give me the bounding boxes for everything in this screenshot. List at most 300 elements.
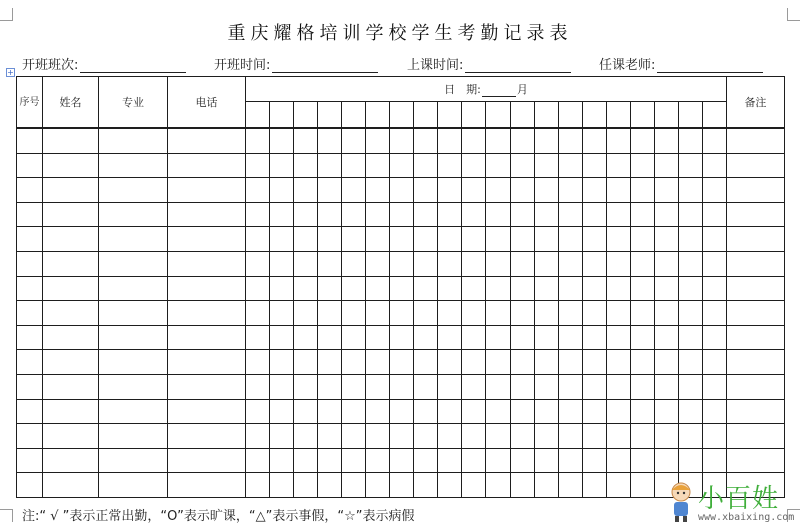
table-cell[interactable] (726, 202, 784, 227)
table-cell[interactable] (168, 473, 246, 498)
table-cell[interactable] (318, 350, 342, 375)
table-cell[interactable] (630, 227, 654, 252)
table-cell[interactable] (366, 128, 390, 153)
table-cell[interactable] (726, 153, 784, 178)
table-cell[interactable] (270, 374, 294, 399)
table-cell[interactable] (486, 473, 510, 498)
table-cell[interactable] (678, 202, 702, 227)
table-cell[interactable] (438, 399, 462, 424)
table-cell[interactable] (462, 202, 486, 227)
table-cell[interactable] (678, 399, 702, 424)
table-cell[interactable] (342, 448, 366, 473)
table-cell[interactable] (534, 178, 558, 203)
table-cell[interactable] (726, 276, 784, 301)
table-cell[interactable] (342, 227, 366, 252)
table-cell[interactable] (678, 276, 702, 301)
table-cell[interactable] (246, 153, 270, 178)
table-cell[interactable] (318, 202, 342, 227)
table-cell[interactable] (558, 424, 582, 449)
table-cell[interactable] (294, 374, 318, 399)
table-cell[interactable] (390, 251, 414, 276)
table-cell[interactable] (510, 424, 534, 449)
table-cell[interactable] (630, 424, 654, 449)
table-cell[interactable] (342, 473, 366, 498)
table-cell[interactable] (654, 424, 678, 449)
table-cell[interactable] (17, 202, 43, 227)
table-cell[interactable] (318, 227, 342, 252)
table-cell[interactable] (630, 153, 654, 178)
table-cell[interactable] (99, 178, 168, 203)
table-cell[interactable] (462, 424, 486, 449)
table-cell[interactable] (702, 227, 726, 252)
table-cell[interactable] (654, 227, 678, 252)
table-cell[interactable] (558, 399, 582, 424)
table-cell[interactable] (678, 178, 702, 203)
meta-blank-line[interactable] (465, 58, 571, 73)
table-cell[interactable] (390, 153, 414, 178)
table-cell[interactable] (534, 374, 558, 399)
table-cell[interactable] (99, 374, 168, 399)
table-cell[interactable] (582, 128, 606, 153)
table-cell[interactable] (17, 399, 43, 424)
table-cell[interactable] (342, 350, 366, 375)
table-cell[interactable] (702, 178, 726, 203)
table-cell[interactable] (678, 350, 702, 375)
table-cell[interactable] (246, 350, 270, 375)
table-cell[interactable] (558, 473, 582, 498)
table-cell[interactable] (390, 128, 414, 153)
table-cell[interactable] (168, 202, 246, 227)
table-cell[interactable] (414, 350, 438, 375)
table-cell[interactable] (582, 251, 606, 276)
table-cell[interactable] (17, 374, 43, 399)
table-cell[interactable] (678, 227, 702, 252)
table-cell[interactable] (582, 178, 606, 203)
table-cell[interactable] (246, 424, 270, 449)
table-cell[interactable] (270, 276, 294, 301)
table-cell[interactable] (702, 251, 726, 276)
table-cell[interactable] (726, 399, 784, 424)
table-cell[interactable] (606, 325, 630, 350)
table-cell[interactable] (43, 178, 99, 203)
table-cell[interactable] (726, 128, 784, 153)
table-cell[interactable] (294, 399, 318, 424)
table-cell[interactable] (414, 202, 438, 227)
table-cell[interactable] (630, 399, 654, 424)
table-cell[interactable] (168, 301, 246, 326)
table-cell[interactable] (168, 128, 246, 153)
table-cell[interactable] (510, 325, 534, 350)
table-cell[interactable] (168, 374, 246, 399)
table-cell[interactable] (294, 424, 318, 449)
table-cell[interactable] (390, 325, 414, 350)
table-cell[interactable] (414, 178, 438, 203)
table-cell[interactable] (366, 227, 390, 252)
table-cell[interactable] (270, 202, 294, 227)
table-cell[interactable] (630, 473, 654, 498)
table-cell[interactable] (43, 128, 99, 153)
table-cell[interactable] (726, 374, 784, 399)
table-cell[interactable] (630, 350, 654, 375)
table-cell[interactable] (702, 399, 726, 424)
table-cell[interactable] (534, 350, 558, 375)
table-cell[interactable] (294, 202, 318, 227)
table-cell[interactable] (582, 153, 606, 178)
table-cell[interactable] (366, 276, 390, 301)
table-cell[interactable] (606, 227, 630, 252)
day-column-cell[interactable] (366, 102, 390, 129)
table-cell[interactable] (270, 448, 294, 473)
table-cell[interactable] (318, 473, 342, 498)
table-cell[interactable] (438, 448, 462, 473)
table-cell[interactable] (630, 202, 654, 227)
table-cell[interactable] (558, 251, 582, 276)
table-cell[interactable] (318, 301, 342, 326)
table-cell[interactable] (654, 128, 678, 153)
table-cell[interactable] (702, 374, 726, 399)
table-cell[interactable] (510, 448, 534, 473)
table-cell[interactable] (534, 153, 558, 178)
table-cell[interactable] (168, 399, 246, 424)
table-cell[interactable] (270, 424, 294, 449)
table-cell[interactable] (702, 301, 726, 326)
table-cell[interactable] (702, 325, 726, 350)
table-cell[interactable] (366, 374, 390, 399)
table-cell[interactable] (606, 424, 630, 449)
table-cell[interactable] (438, 473, 462, 498)
table-cell[interactable] (168, 178, 246, 203)
table-cell[interactable] (606, 202, 630, 227)
table-cell[interactable] (270, 301, 294, 326)
table-cell[interactable] (390, 473, 414, 498)
table-cell[interactable] (630, 178, 654, 203)
table-cell[interactable] (318, 276, 342, 301)
table-cell[interactable] (558, 227, 582, 252)
table-cell[interactable] (702, 350, 726, 375)
table-cell[interactable] (43, 301, 99, 326)
table-cell[interactable] (558, 448, 582, 473)
table-cell[interactable] (462, 227, 486, 252)
table-cell[interactable] (558, 350, 582, 375)
table-cell[interactable] (414, 276, 438, 301)
table-cell[interactable] (558, 325, 582, 350)
table-cell[interactable] (43, 227, 99, 252)
table-cell[interactable] (462, 276, 486, 301)
table-cell[interactable] (168, 448, 246, 473)
table-cell[interactable] (318, 448, 342, 473)
table-cell[interactable] (366, 202, 390, 227)
table-cell[interactable] (99, 473, 168, 498)
table-cell[interactable] (366, 325, 390, 350)
table-cell[interactable] (270, 153, 294, 178)
table-cell[interactable] (366, 251, 390, 276)
day-column-cell[interactable] (438, 102, 462, 129)
table-cell[interactable] (318, 424, 342, 449)
table-cell[interactable] (726, 251, 784, 276)
table-cell[interactable] (366, 301, 390, 326)
table-cell[interactable] (246, 227, 270, 252)
table-cell[interactable] (17, 301, 43, 326)
table-cell[interactable] (294, 128, 318, 153)
table-cell[interactable] (462, 301, 486, 326)
table-cell[interactable] (582, 301, 606, 326)
table-cell[interactable] (43, 448, 99, 473)
day-column-cell[interactable] (414, 102, 438, 129)
table-cell[interactable] (318, 251, 342, 276)
table-cell[interactable] (438, 128, 462, 153)
table-cell[interactable] (294, 473, 318, 498)
table-cell[interactable] (630, 128, 654, 153)
table-cell[interactable] (606, 276, 630, 301)
table-cell[interactable] (246, 399, 270, 424)
day-column-cell[interactable] (294, 102, 318, 129)
table-cell[interactable] (99, 399, 168, 424)
table-cell[interactable] (17, 251, 43, 276)
table-cell[interactable] (17, 350, 43, 375)
table-cell[interactable] (342, 276, 366, 301)
table-cell[interactable] (366, 399, 390, 424)
table-cell[interactable] (43, 153, 99, 178)
table-cell[interactable] (438, 153, 462, 178)
table-cell[interactable] (168, 325, 246, 350)
table-cell[interactable] (390, 301, 414, 326)
day-column-cell[interactable] (462, 102, 486, 129)
table-cell[interactable] (270, 178, 294, 203)
table-cell[interactable] (630, 276, 654, 301)
table-cell[interactable] (390, 202, 414, 227)
table-cell[interactable] (414, 251, 438, 276)
table-cell[interactable] (462, 325, 486, 350)
day-column-cell[interactable] (486, 102, 510, 129)
table-cell[interactable] (510, 128, 534, 153)
table-cell[interactable] (486, 251, 510, 276)
table-cell[interactable] (246, 202, 270, 227)
table-cell[interactable] (390, 227, 414, 252)
table-cell[interactable] (17, 424, 43, 449)
table-cell[interactable] (462, 178, 486, 203)
table-cell[interactable] (558, 128, 582, 153)
table-cell[interactable] (606, 301, 630, 326)
table-cell[interactable] (534, 399, 558, 424)
table-cell[interactable] (510, 350, 534, 375)
table-cell[interactable] (654, 301, 678, 326)
table-cell[interactable] (654, 276, 678, 301)
table-cell[interactable] (702, 424, 726, 449)
table-cell[interactable] (462, 350, 486, 375)
table-cell[interactable] (534, 128, 558, 153)
table-cell[interactable] (342, 301, 366, 326)
table-cell[interactable] (582, 202, 606, 227)
table-cell[interactable] (534, 301, 558, 326)
table-cell[interactable] (462, 374, 486, 399)
table-cell[interactable] (654, 325, 678, 350)
table-cell[interactable] (43, 424, 99, 449)
table-cell[interactable] (294, 227, 318, 252)
day-column-cell[interactable] (606, 102, 630, 129)
table-cell[interactable] (462, 153, 486, 178)
day-column-cell[interactable] (390, 102, 414, 129)
table-cell[interactable] (510, 276, 534, 301)
table-cell[interactable] (678, 153, 702, 178)
table-cell[interactable] (558, 202, 582, 227)
table-cell[interactable] (43, 399, 99, 424)
table-cell[interactable] (486, 325, 510, 350)
meta-blank-line[interactable] (657, 58, 763, 73)
table-cell[interactable] (510, 374, 534, 399)
table-cell[interactable] (168, 276, 246, 301)
table-cell[interactable] (702, 276, 726, 301)
table-cell[interactable] (486, 424, 510, 449)
table-cell[interactable] (414, 153, 438, 178)
table-cell[interactable] (438, 276, 462, 301)
table-cell[interactable] (558, 153, 582, 178)
table-cell[interactable] (438, 202, 462, 227)
table-cell[interactable] (17, 276, 43, 301)
table-cell[interactable] (414, 374, 438, 399)
table-cell[interactable] (486, 276, 510, 301)
table-cell[interactable] (99, 350, 168, 375)
table-cell[interactable] (390, 178, 414, 203)
table-cell[interactable] (654, 178, 678, 203)
table-cell[interactable] (678, 251, 702, 276)
header-date-blank[interactable] (482, 85, 516, 97)
table-cell[interactable] (99, 202, 168, 227)
table-cell[interactable] (582, 227, 606, 252)
table-cell[interactable] (630, 325, 654, 350)
table-cell[interactable] (582, 399, 606, 424)
day-column-cell[interactable] (630, 102, 654, 129)
table-cell[interactable] (678, 374, 702, 399)
table-cell[interactable] (168, 251, 246, 276)
table-cell[interactable] (294, 178, 318, 203)
day-column-cell[interactable] (246, 102, 270, 129)
table-cell[interactable] (654, 399, 678, 424)
table-cell[interactable] (168, 350, 246, 375)
table-cell[interactable] (318, 399, 342, 424)
table-cell[interactable] (43, 251, 99, 276)
table-cell[interactable] (678, 301, 702, 326)
table-move-handle-icon[interactable]: + (7, 68, 14, 77)
table-cell[interactable] (438, 424, 462, 449)
table-cell[interactable] (606, 128, 630, 153)
table-cell[interactable] (678, 128, 702, 153)
table-cell[interactable] (558, 276, 582, 301)
table-cell[interactable] (606, 448, 630, 473)
table-cell[interactable] (606, 251, 630, 276)
table-cell[interactable] (318, 325, 342, 350)
table-cell[interactable] (534, 325, 558, 350)
table-cell[interactable] (726, 301, 784, 326)
table-cell[interactable] (270, 473, 294, 498)
table-cell[interactable] (99, 448, 168, 473)
table-cell[interactable] (246, 251, 270, 276)
table-cell[interactable] (414, 128, 438, 153)
table-cell[interactable] (486, 301, 510, 326)
table-cell[interactable] (270, 227, 294, 252)
table-cell[interactable] (99, 276, 168, 301)
table-cell[interactable] (486, 128, 510, 153)
table-cell[interactable] (534, 448, 558, 473)
table-cell[interactable] (510, 202, 534, 227)
table-cell[interactable] (702, 202, 726, 227)
table-cell[interactable] (318, 374, 342, 399)
table-cell[interactable] (270, 325, 294, 350)
table-cell[interactable] (366, 178, 390, 203)
table-cell[interactable] (99, 251, 168, 276)
table-cell[interactable] (438, 350, 462, 375)
meta-blank-line[interactable] (272, 58, 378, 73)
table-cell[interactable] (43, 325, 99, 350)
table-cell[interactable] (17, 153, 43, 178)
table-cell[interactable] (702, 448, 726, 473)
table-cell[interactable] (246, 178, 270, 203)
day-column-cell[interactable] (558, 102, 582, 129)
table-cell[interactable] (510, 227, 534, 252)
table-cell[interactable] (342, 424, 366, 449)
table-cell[interactable] (438, 251, 462, 276)
table-cell[interactable] (630, 251, 654, 276)
table-cell[interactable] (654, 350, 678, 375)
table-cell[interactable] (726, 227, 784, 252)
table-cell[interactable] (582, 424, 606, 449)
table-cell[interactable] (318, 153, 342, 178)
table-cell[interactable] (270, 128, 294, 153)
table-cell[interactable] (390, 374, 414, 399)
table-cell[interactable] (270, 399, 294, 424)
day-column-cell[interactable] (318, 102, 342, 129)
table-cell[interactable] (462, 251, 486, 276)
table-cell[interactable] (43, 374, 99, 399)
table-cell[interactable] (654, 251, 678, 276)
table-cell[interactable] (246, 448, 270, 473)
table-cell[interactable] (342, 399, 366, 424)
day-column-cell[interactable] (582, 102, 606, 129)
table-cell[interactable] (582, 374, 606, 399)
table-cell[interactable] (510, 251, 534, 276)
table-cell[interactable] (168, 424, 246, 449)
table-cell[interactable] (558, 178, 582, 203)
table-cell[interactable] (726, 325, 784, 350)
table-cell[interactable] (606, 399, 630, 424)
table-cell[interactable] (246, 276, 270, 301)
table-cell[interactable] (606, 374, 630, 399)
day-column-cell[interactable] (702, 102, 726, 129)
table-cell[interactable] (486, 178, 510, 203)
table-cell[interactable] (294, 448, 318, 473)
table-cell[interactable] (342, 153, 366, 178)
table-cell[interactable] (342, 128, 366, 153)
table-cell[interactable] (438, 227, 462, 252)
table-cell[interactable] (606, 178, 630, 203)
table-cell[interactable] (606, 153, 630, 178)
table-cell[interactable] (462, 473, 486, 498)
table-cell[interactable] (486, 374, 510, 399)
table-cell[interactable] (726, 350, 784, 375)
table-cell[interactable] (414, 399, 438, 424)
table-cell[interactable] (414, 473, 438, 498)
table-cell[interactable] (17, 128, 43, 153)
table-cell[interactable] (702, 128, 726, 153)
table-cell[interactable] (510, 473, 534, 498)
day-column-cell[interactable] (510, 102, 534, 129)
table-cell[interactable] (294, 153, 318, 178)
table-cell[interactable] (390, 350, 414, 375)
table-cell[interactable] (558, 301, 582, 326)
table-cell[interactable] (366, 153, 390, 178)
table-cell[interactable] (510, 178, 534, 203)
table-cell[interactable] (246, 325, 270, 350)
table-cell[interactable] (17, 325, 43, 350)
